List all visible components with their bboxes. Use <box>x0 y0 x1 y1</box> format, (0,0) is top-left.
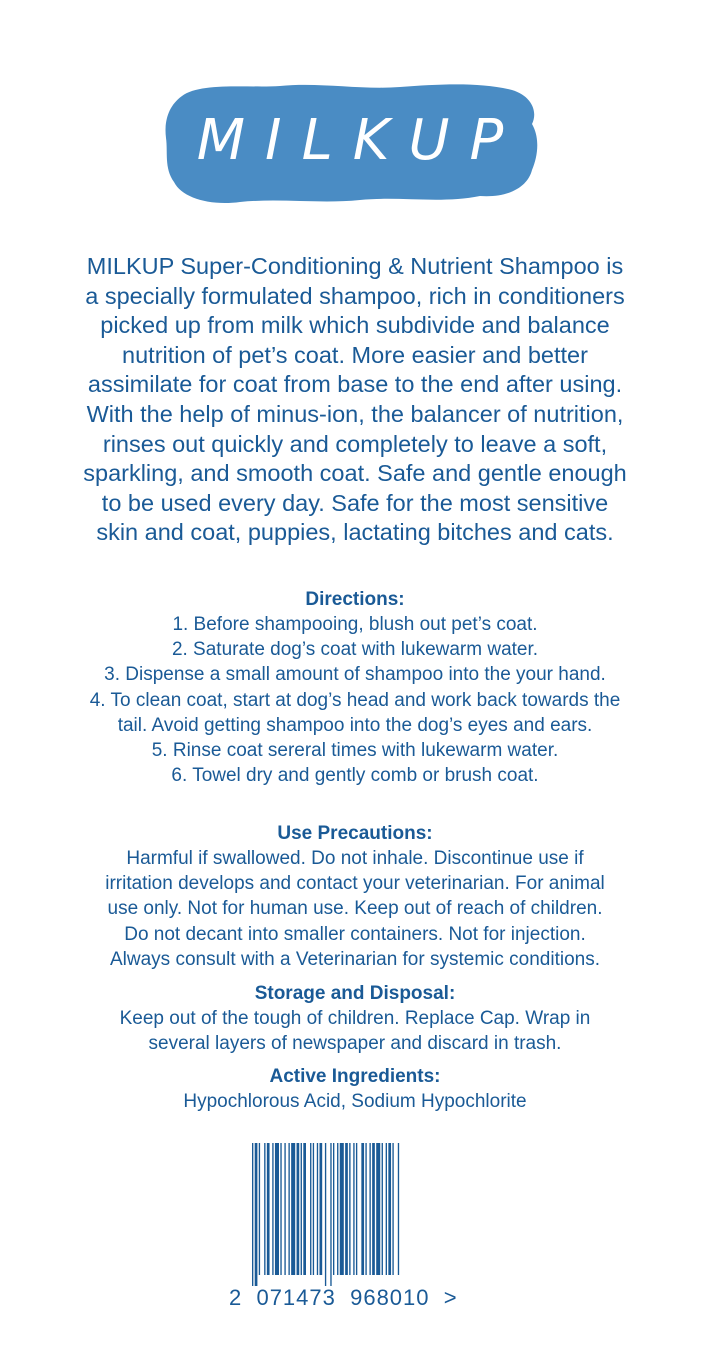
barcode-bar <box>272 1143 273 1275</box>
directions-line: 4. To clean coat, start at dog’s head and work back towards the <box>89 689 621 711</box>
logo-text: MILKUP <box>196 108 524 173</box>
intro-line: nutrition of pet’s coat. More easier and better <box>122 341 588 368</box>
barcode-bar <box>337 1143 338 1275</box>
barcode-bar <box>280 1143 281 1275</box>
precautions-line: Harmful if swallowed. Do not inhale. Discontinue use if <box>126 848 584 869</box>
barcode-bar <box>392 1143 393 1275</box>
barcode-bar <box>325 1143 326 1286</box>
directions-line: 1. Before shampooing, blush out pet’s coat. <box>172 614 538 635</box>
barcode-bar <box>372 1143 375 1275</box>
intro-line: picked up from milk which subdivide and balance <box>100 312 610 339</box>
barcode-bar <box>369 1143 370 1275</box>
barcode-bar <box>275 1143 279 1275</box>
barcode-icon <box>252 1143 458 1286</box>
directions-line: 3. Dispense a small amount of shampoo into the your hand. <box>104 664 606 686</box>
barcode-bar <box>301 1143 302 1275</box>
barcode-bar <box>398 1143 399 1275</box>
intro-line: skin and coat, puppies, lactating bitches and cats. <box>96 519 614 546</box>
directions-heading: Directions: <box>305 589 405 610</box>
barcode-bar <box>349 1143 350 1275</box>
barcode-bar <box>386 1143 387 1275</box>
barcode-bar <box>288 1143 289 1275</box>
barcode-bar <box>264 1143 265 1275</box>
directions-line: tail. Avoid getting shampoo into the dog’s eyes and ears. <box>117 714 593 736</box>
precautions-line: Always consult with a Veterinarian for systemic conditions. <box>110 948 600 970</box>
barcode-bar <box>317 1143 318 1275</box>
directions-line: 2. Saturate dog’s coat with lukewarm water. <box>171 639 539 661</box>
storage-line: several layers of newspaper and discard in trash. <box>148 1033 562 1055</box>
precautions-line: use only. Not for human use. Keep out of reach of children. <box>107 898 603 920</box>
barcode-bar <box>259 1143 260 1275</box>
storage-line: Keep out of the tough of children. Replace Cap. Wrap in <box>119 1008 591 1029</box>
intro-line: MILKUP Super-Conditioning & Nutrient Shampoo is <box>86 253 624 279</box>
barcode-bar <box>333 1143 334 1275</box>
barcode-bar <box>340 1143 344 1275</box>
barcode-bar <box>345 1143 348 1275</box>
precautions-heading: Use Precautions: <box>277 823 433 844</box>
barcode-bar <box>353 1143 354 1275</box>
barcode-bar <box>356 1143 357 1275</box>
barcode-bar <box>310 1143 311 1275</box>
barcode-bar <box>313 1143 314 1275</box>
intro-line: sparkling, and smooth coat. Safe and gentle enough <box>83 460 627 487</box>
barcode-bar <box>361 1143 364 1275</box>
ingredients-heading: Active Ingredients: <box>269 1066 441 1087</box>
directions-section <box>40 587 670 788</box>
barcode-bar <box>297 1143 300 1275</box>
barcode-bar <box>388 1143 391 1275</box>
precautions-section <box>40 821 670 972</box>
barcode-bar <box>255 1143 258 1286</box>
barcode-bar <box>382 1143 383 1275</box>
storage-section <box>40 981 670 1056</box>
intro-paragraph <box>40 252 670 548</box>
barcode-number: 2 071473 968010 > <box>229 1285 458 1310</box>
barcode-bar <box>291 1143 295 1275</box>
barcode-bar <box>252 1143 253 1286</box>
barcode-bar <box>303 1143 306 1275</box>
intro-line: assimilate for coat from base to the end after using. <box>87 371 623 398</box>
ingredients-section <box>40 1064 670 1114</box>
barcode-bar <box>320 1143 323 1275</box>
precautions-line: Do not decant into smaller containers. Not for injection. <box>124 923 586 945</box>
barcode-bar <box>365 1143 366 1275</box>
barcode-bar <box>330 1143 331 1286</box>
intro-line: a specially formulated shampoo, rich in conditioners <box>85 282 625 309</box>
barcode-bar <box>267 1143 270 1275</box>
intro-line: With the help of minus-ion, the balancer of nutrition, <box>86 400 624 427</box>
ingredients-line: Hypochlorous Acid, Sodium Hypochlorite <box>183 1091 527 1112</box>
intro-line: rinses out quickly and completely to leave a soft, <box>102 430 608 457</box>
directions-line: 5. Rinse coat sereral times with lukewarm water. <box>151 740 559 762</box>
brand-logo <box>160 78 540 208</box>
storage-heading: Storage and Disposal: <box>254 983 456 1004</box>
barcode-bar <box>284 1143 285 1275</box>
directions-line: 6. Towel dry and gently comb or brush coat. <box>171 765 539 787</box>
barcode-bar <box>376 1143 380 1275</box>
intro-line: to be used every day. Safe for the most sensitive <box>101 489 609 516</box>
precautions-line: irritation develops and contact your veterinarian. For animal <box>105 873 605 895</box>
